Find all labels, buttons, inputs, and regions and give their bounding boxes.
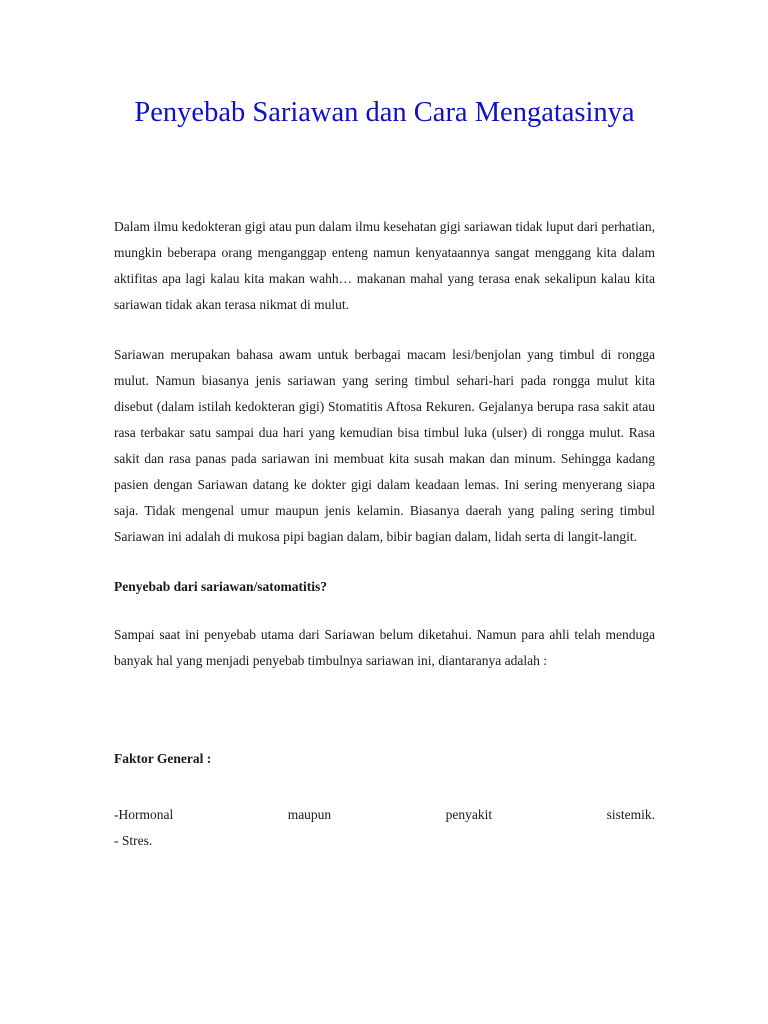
factor-heading: Faktor General : (114, 751, 212, 766)
factor-line-2: - Stres. (114, 833, 153, 848)
document-title: Penyebab Sariawan dan Cara Mengatasinya (134, 97, 635, 128)
factor-line-1 (114, 802, 655, 828)
factor-word: penyakit (445, 807, 493, 822)
factor-word: maupun (287, 807, 332, 822)
description-paragraph: Sariawan merupakan bahasa awam untuk berbagai macam lesi/benjolan yang timbul di rongga mulut. Namun biasanya jenis sariawan yang sering timbul sehari-hari pada rongga mulut kita disebut (dalam istilah kedokteran gigi) Stomatitis Aftosa Rekuren. Gejalanya berupa rasa sakit atau rasa terbakar satu sampai dua hari yang kemudian bisa timbul luka (ulser) di rongga mulut. Rasa sakit dan rasa panas pada sariawan ini membuat kita susah makan dan minum. Sehingga kadang pasien dengan Sariawan datang ke dokter gigi dalam keadaan lemas. Ini sering menyerang siapa saja. Tidak mengenal umur maupun jenis kelamin. Biasanya daerah yang paling sering timbul Sariawan ini adalah di mukosa pipi bagian dalam, bibir bagian dalam, lidah serta di langit-langit. (114, 347, 655, 544)
blank-space (114, 698, 655, 746)
intro-paragraph: Dalam ilmu kedokteran gigi atau pun dalam ilmu kesehatan gigi sariawan tidak luput dari perhatian, mungkin beberapa orang menganggap enteng namun kenyataannya sangat menggang kita dalam aktifitas apa lagi kalau kita makan wahh… makanan mahal yang terasa enak sekalipun kalau kita sariawan tidak akan terasa nikmat di mulut. (114, 219, 655, 312)
factor-word: sistemik. (606, 807, 655, 822)
factor-word: -Hormonal (114, 807, 174, 822)
cause-paragraph: Sampai saat ini penyebab utama dari Sariawan belum diketahui. Namun para ahli telah menduga banyak hal yang menjadi penyebab timbulnya sariawan ini, diantaranya adalah : (114, 627, 655, 668)
document-body (114, 214, 655, 854)
section-heading: Penyebab dari sariawan/satomatitis? (114, 579, 328, 594)
